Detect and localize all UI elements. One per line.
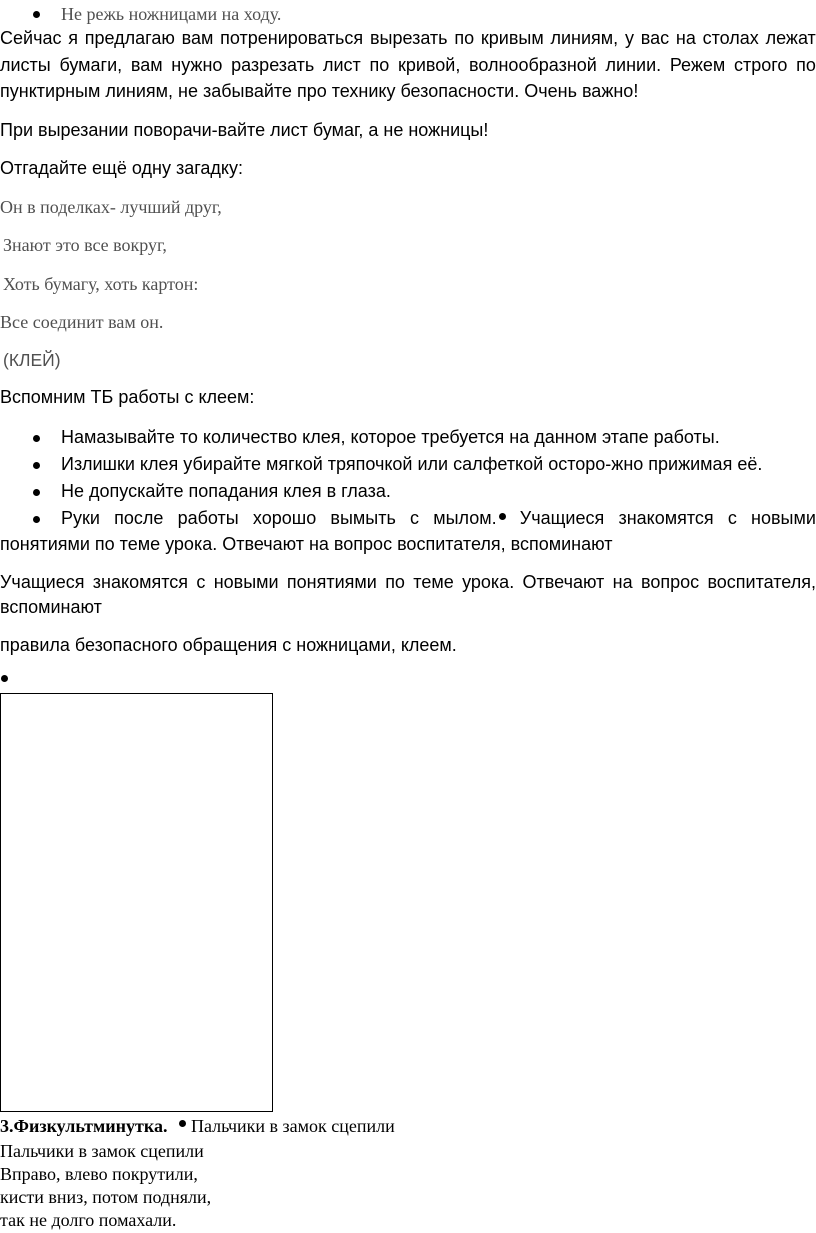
word: Учащиеся	[0, 572, 85, 592]
word: волнообразной	[469, 55, 597, 75]
safety-rule: Намазывайте то количество клея, которое требуется на данном этапе работы.	[61, 427, 720, 447]
bullet-icon	[1, 675, 8, 682]
word: с	[410, 508, 420, 528]
word: знакомятся	[92, 572, 188, 592]
word: разрезать	[231, 55, 315, 75]
word: работы	[177, 508, 239, 528]
top-bullet-text: Не режь ножницами на ходу.	[61, 4, 282, 24]
word: Руки	[61, 508, 100, 528]
bullet-icon	[499, 513, 506, 520]
word: кривым	[480, 28, 544, 48]
word: на	[675, 28, 696, 48]
word: мылом.	[433, 507, 505, 529]
word: по	[454, 28, 475, 48]
word: знакомятся	[618, 508, 714, 528]
riddle-intro: Отгадайте ещё одну загадку:	[0, 158, 243, 178]
word: по	[385, 572, 405, 592]
word: воспитателя,	[707, 572, 816, 592]
intro-line-2	[0, 54, 816, 76]
bullet-icon	[33, 516, 40, 523]
section-heading	[0, 1115, 167, 1137]
word: листы	[0, 55, 51, 75]
word: вопрос	[640, 572, 700, 592]
riddle-line: Хоть бумагу, хоть картон:	[3, 274, 199, 294]
word: урока.	[462, 572, 515, 592]
word: Учащиеся	[519, 508, 605, 528]
word: теме	[413, 572, 454, 592]
safety-title: Вспомним ТБ работы с клеем:	[0, 387, 255, 407]
riddle-line: Все соединит вам он.	[0, 312, 164, 332]
intro-line-1	[0, 27, 816, 49]
word: Отвечают	[522, 572, 605, 592]
word: с	[727, 508, 737, 528]
word: новыми	[751, 508, 816, 528]
intro-line-3: пунктирным линиям, не забывайте про технику безопасности. Очень важно!	[0, 81, 639, 101]
word: потренироваться	[220, 28, 364, 48]
word: у	[624, 28, 634, 48]
word: после	[114, 508, 164, 528]
safety-rule-4-line-1	[61, 507, 816, 529]
word: по	[369, 55, 390, 75]
word: столах	[702, 28, 759, 48]
riddle-line: Знают это все вокруг,	[3, 235, 167, 255]
word: предлагаю	[84, 28, 175, 48]
word: по	[796, 55, 816, 75]
word: вам	[181, 28, 214, 48]
word: лежат	[765, 28, 816, 48]
poem-line: так не долго помахали.	[0, 1210, 177, 1230]
word: линии.	[605, 55, 662, 75]
word: линиям,	[550, 28, 619, 48]
safety-rule: Не допускайте попадания клея в глаза.	[61, 481, 391, 501]
word: бумаги,	[59, 55, 123, 75]
word: Сейчас	[0, 28, 62, 48]
word: Режем	[669, 55, 726, 75]
word: нужно	[171, 55, 223, 75]
safety-rule-4-line-2: понятиями по теме урока. Отвечают на вопрос воспитателя, вспоминают	[0, 534, 613, 554]
safety-rule: Излишки клея убирайте мягкой тряпочкой или салфеткой осторо-жно прижимая её.	[61, 454, 763, 474]
word: новыми	[213, 572, 279, 592]
scissors-tip: При вырезании поворачи-вайте лист бумаг, а не ножницы!	[0, 120, 489, 140]
riddle-answer: (КЛЕЙ)	[3, 350, 61, 370]
word: вырезать	[369, 28, 448, 48]
word: вас	[640, 28, 670, 48]
poem-line: Вправо, влево покрутили,	[0, 1164, 198, 1184]
word: строго	[733, 55, 788, 75]
section-heading-label: 3.Физкультминутка.	[0, 1116, 168, 1136]
riddle-line: Он в поделках- лучший друг,	[0, 197, 222, 217]
word: лист	[323, 55, 361, 75]
students-paragraph-line-3: правила безопасного обращения с ножницами, клеем.	[0, 635, 457, 655]
poem-line: кисти вниз, потом подняли,	[0, 1187, 212, 1207]
word: понятиями	[286, 572, 377, 592]
bullet-icon	[33, 435, 40, 442]
bullet-icon	[33, 462, 40, 469]
bullet-icon	[33, 11, 40, 18]
poem-line: Пальчики в замок сцепили	[0, 1141, 204, 1161]
students-paragraph-line-2: вспоминают	[0, 597, 102, 617]
section-heading-tail: Пальчики в замок сцепили	[191, 1116, 395, 1136]
word: хорошо	[252, 508, 317, 528]
image-frame	[0, 693, 273, 1112]
bullet-icon	[33, 489, 40, 496]
word: вам	[130, 55, 163, 75]
word: кривой,	[397, 55, 461, 75]
bullet-icon	[179, 1120, 186, 1127]
word: вымыть	[330, 508, 396, 528]
word: я	[68, 28, 78, 48]
word: на	[612, 572, 633, 592]
word: с	[196, 572, 206, 592]
students-paragraph-line-1	[0, 571, 816, 593]
